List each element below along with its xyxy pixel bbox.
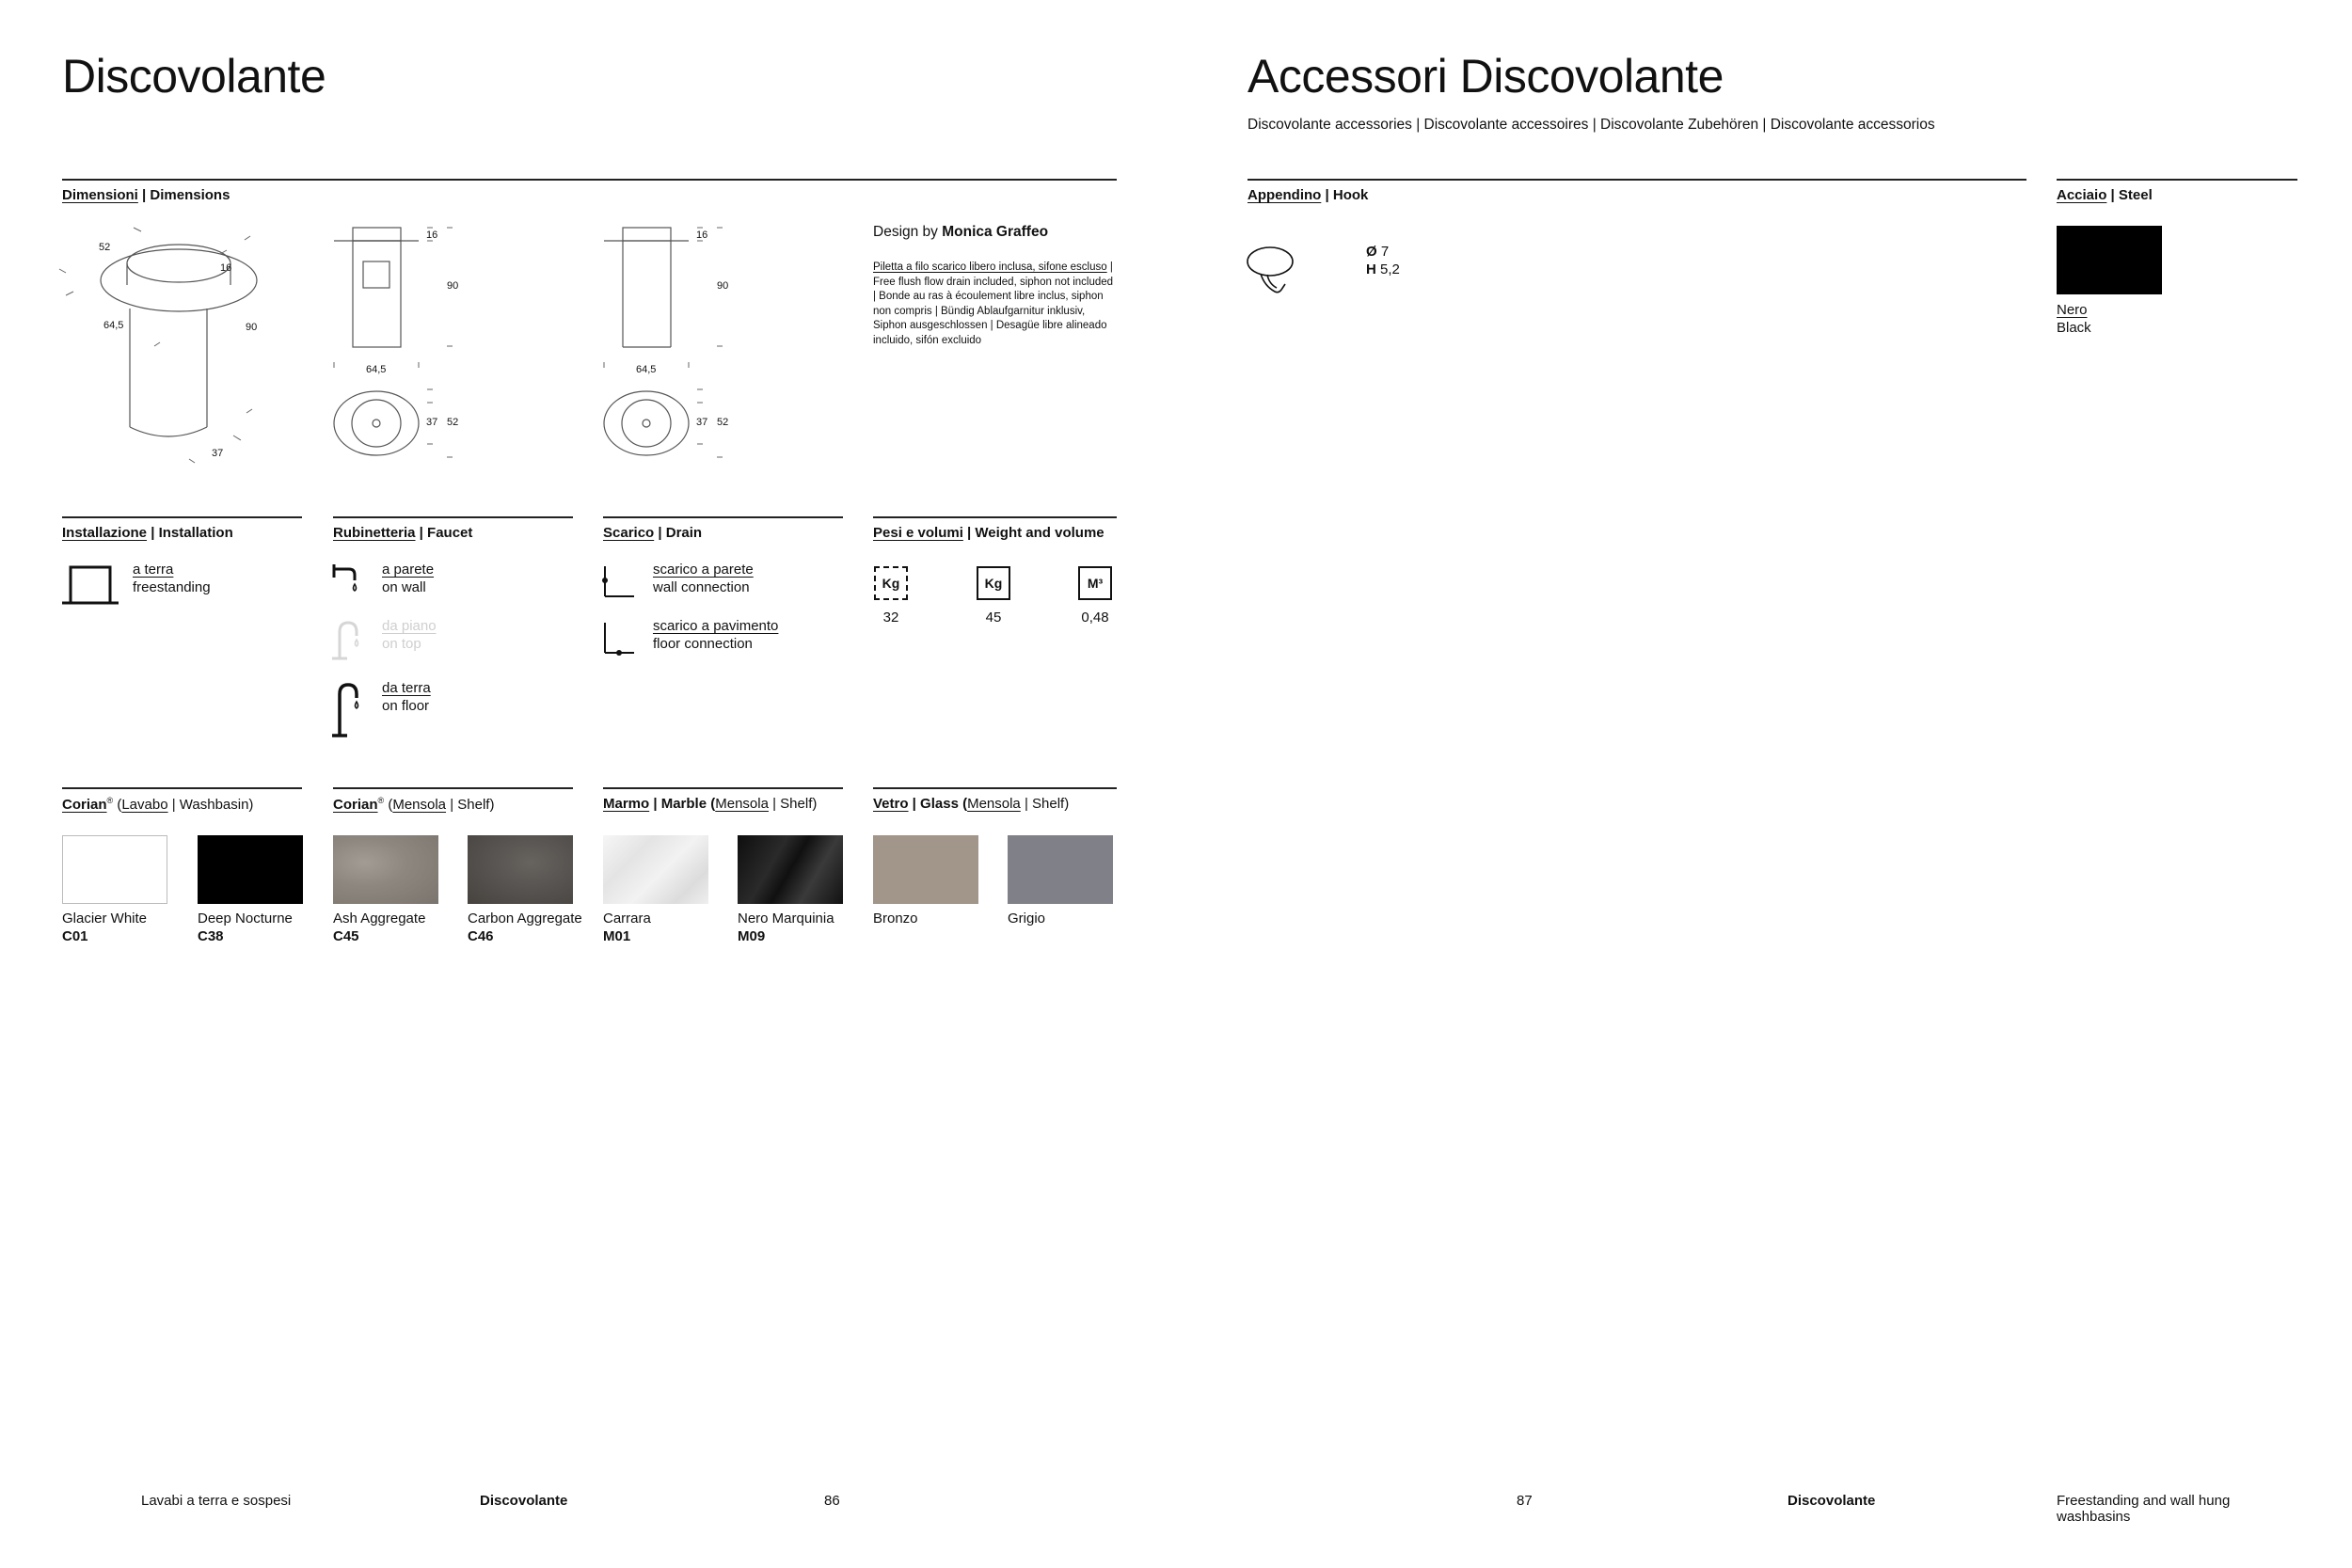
divider (603, 787, 843, 789)
dim-label: 52 (447, 417, 459, 428)
dim-label: 16 (696, 230, 708, 241)
section-title-corian-shelf: Corian® (Mensola | Shelf) (333, 796, 495, 813)
divider (62, 787, 302, 789)
swatch-caption: Nero Marquinia M09 (738, 911, 834, 944)
swatch-caption: Grigio (1008, 911, 1046, 927)
dim-label: 16 (220, 262, 232, 274)
page-number: 87 (1517, 1493, 1533, 1509)
footer-section: Lavabi a terra e sospesi (141, 1493, 292, 1509)
page-number: 86 (824, 1493, 840, 1509)
divider (2057, 179, 2297, 181)
divider (62, 516, 302, 518)
floor-faucet-icon (332, 681, 370, 737)
section-title-faucet: Rubinetteria | Faucet (333, 525, 473, 541)
drain-option: scarico a pavimento floor connection (653, 618, 779, 652)
wall-drain-icon (602, 564, 636, 598)
faucet-option: da terra on floor (382, 680, 431, 714)
dim-label: 37 (696, 417, 708, 428)
dim-label: 90 (447, 280, 459, 292)
section-title-installation: Installazione | Installation (62, 525, 233, 541)
wall-faucet-icon (332, 562, 370, 599)
section-title-marble-shelf: Marmo | Marble (Mensola | Shelf) (603, 796, 818, 812)
dim-label: 37 (426, 417, 438, 428)
kg-net-icon: Kg (874, 566, 908, 600)
faucet-option: a parete on wall (382, 562, 435, 595)
swatch-caption: Deep Nocturne C38 (198, 911, 293, 944)
weight-value: 32 (882, 610, 899, 626)
faucet-option: da piano on top (382, 618, 437, 652)
dim-label: 64,5 (636, 364, 657, 375)
section-title-drain: Scarico | Drain (603, 525, 703, 541)
swatch-carrara[interactable] (603, 835, 708, 904)
isometric-drawing (56, 216, 273, 470)
section-title-glass-shelf: Vetro | Glass (Mensola | Shelf) (873, 796, 1070, 812)
section-title-dimensions: Dimensioni | Dimensions (62, 187, 230, 203)
footer-product: Discovolante (480, 1493, 568, 1509)
swatch-deep-nocturne[interactable] (198, 835, 303, 904)
divider (603, 516, 843, 518)
section-title-steel: Acciaio | Steel (2057, 187, 2153, 203)
swatch-nero-black[interactable] (2057, 226, 2162, 294)
footer-section: Freestanding and wall hung washbasins (2057, 1493, 2231, 1525)
dim-label: 64,5 (366, 364, 387, 375)
swatch-ash-aggregate[interactable] (333, 835, 438, 904)
swatch-nero-marquinia[interactable] (738, 835, 843, 904)
hook-dimensions: Ø 7 H 5,2 (1366, 244, 1400, 277)
kg-gross-icon: Kg (977, 566, 1010, 600)
installation-option: a terra freestanding (133, 562, 211, 595)
drain-option: scarico a parete wall connection (653, 562, 754, 595)
dim-label: 64,5 (103, 320, 124, 331)
volume-value: 0,48 (1081, 610, 1109, 626)
section-title-hook: Appendino | Hook (1248, 187, 1369, 203)
top-faucet-icon (332, 619, 370, 661)
page-title-left: Discovolante (62, 50, 326, 103)
divider (873, 787, 1117, 789)
hook-icon (1246, 243, 1302, 299)
swatch-carbon-aggregate[interactable] (468, 835, 573, 904)
dim-label: 52 (99, 242, 111, 253)
dim-label: 52 (717, 417, 729, 428)
dim-label: 16 (426, 230, 438, 241)
page-subtitle: Discovolante accessories | Discovolante accessoires | Discovolante Zubehören | Discovolante accessorios (1248, 117, 1935, 133)
divider (333, 787, 573, 789)
swatch-grigio[interactable] (1008, 835, 1113, 904)
swatch-caption: Ash Aggregate C45 (333, 911, 426, 944)
page-title-right: Accessori Discovolante (1248, 50, 1724, 103)
dim-label: 90 (246, 322, 258, 333)
volume-icon: M³ (1078, 566, 1112, 600)
swatch-caption: Bronzo (873, 911, 918, 927)
drain-description: Piletta a filo scarico libero inclusa, sifone escluso | Free flush flow drain included, siphon not included | Bonde au ras à écoulement libre inclus, siphon non compris | Bündig Ablaufgarnitur inklusiv, Siphon ausgeschlossen | Desagüe libre alineado incluido, sifón excluido (873, 261, 1114, 346)
weight-value: 45 (985, 610, 1002, 626)
divider (1248, 179, 2026, 181)
swatch-glacier-white[interactable] (62, 835, 167, 904)
floor-drain-icon (602, 621, 636, 655)
freestanding-icon (62, 564, 119, 606)
section-title-corian-basin: Corian® (Lavabo | Washbasin) (62, 796, 254, 813)
swatch-caption: Carrara M01 (603, 911, 651, 944)
swatch-caption: Carbon Aggregate C46 (468, 911, 582, 944)
design-credit: Design by Monica Graffeo (873, 224, 1049, 240)
section-title-weight: Pesi e volumi | Weight and volume (873, 525, 1104, 541)
dim-label: 90 (717, 280, 729, 292)
footer-product: Discovolante (1788, 1493, 1876, 1509)
divider (873, 516, 1117, 518)
swatch-caption: Glacier White C01 (62, 911, 148, 944)
swatch-bronzo[interactable] (873, 835, 978, 904)
dim-label: 37 (212, 448, 224, 459)
divider (62, 179, 1117, 181)
divider (333, 516, 573, 518)
swatch-caption: Nero Black (2057, 302, 2091, 336)
